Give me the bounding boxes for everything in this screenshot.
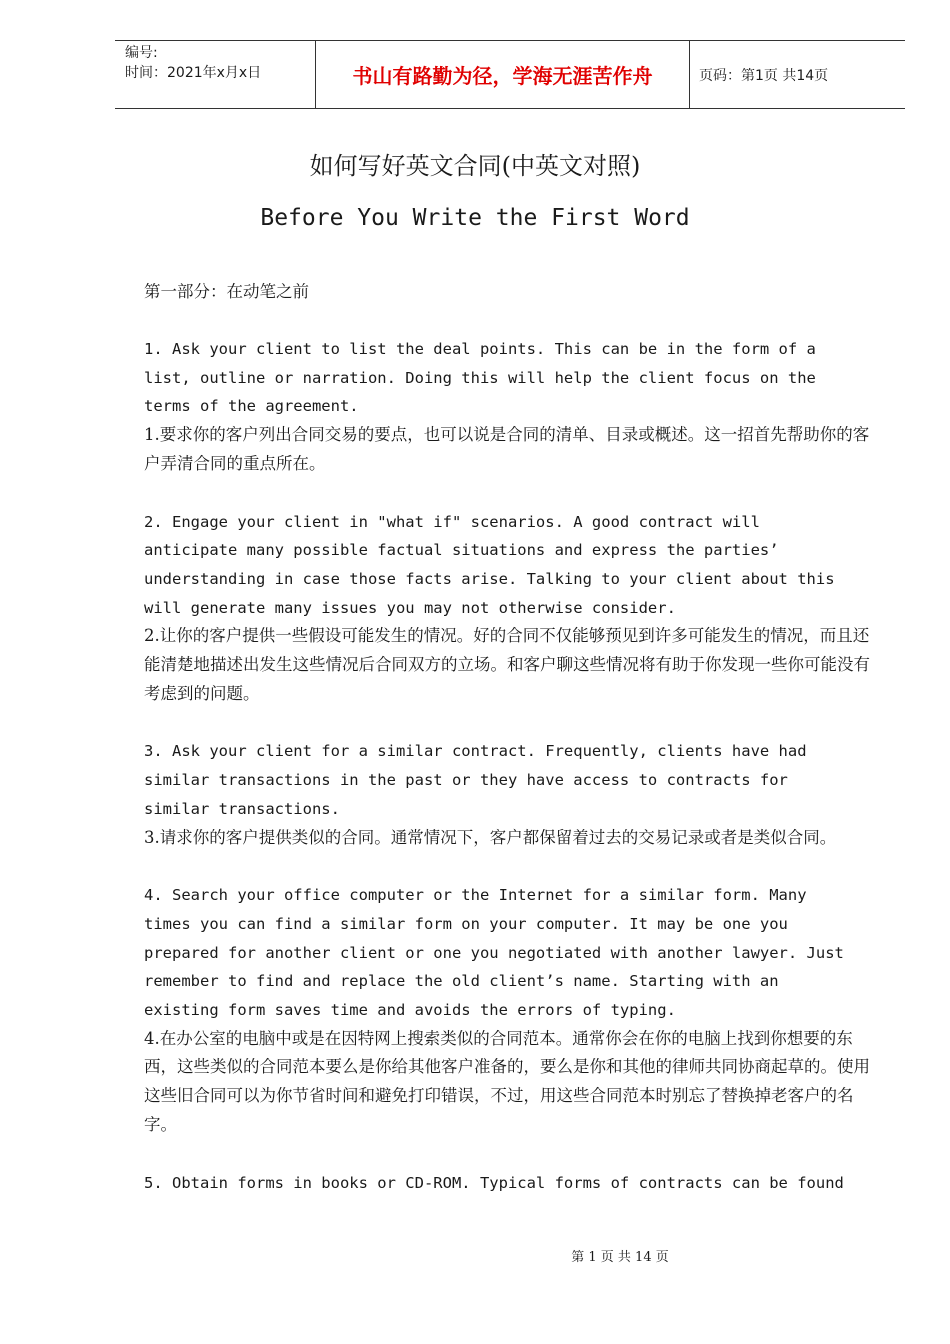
header-motto: 书山有路勤为径，学海无涯苦作舟: [316, 41, 690, 108]
paragraph-2: [144, 508, 884, 709]
paragraph-en: 3. Ask your client for a similar contract. Frequently, clients have had similar transactions in the past or they have access to contracts for similar transactions.: [144, 742, 807, 818]
paragraph-4: [144, 881, 884, 1139]
header-number-label: 编号:: [125, 45, 158, 61]
paragraph-1: [144, 335, 884, 479]
document-title-cn: 如何写好英文合同(中英文对照): [309, 152, 641, 180]
document-title-en: Before You Write the First Word: [260, 205, 690, 231]
paragraph-en: 2. Engage your client in "what if" scenarios. A good contract will anticipate many possible factual situations and express the parties’ understanding in case those facts arise. Talking to your client about this will generate many issues you may not otherwise consider.: [144, 512, 835, 617]
paragraph-en: 5. Obtain forms in books or CD-ROM. Typical forms of contracts can be found: [144, 1173, 844, 1192]
header-meta: [115, 41, 316, 108]
paragraph-5: [144, 1169, 884, 1198]
part-heading: 第一部分：在动笔之前: [144, 282, 309, 301]
paragraph-cn: 4.在办公室的电脑中或是在因特网上搜索类似的合同范本。通常你会在你的电脑上找到你想要的东西，这些类似的合同范本要么是你给其他客户准备的，要么是你和其他的律师共同协商起草的。使用这些旧合同可以为你节省时间和避免打印错误，不过，用这些合同范本时别忘了替换掉老客户的名字。: [144, 1028, 870, 1134]
document-body: [144, 277, 884, 1226]
page-footer: 第 1 页 共 14 页: [571, 1250, 669, 1265]
page-header: [115, 40, 905, 109]
paragraph-3: [144, 737, 884, 852]
paragraph-cn: 2.让你的客户提供一些假设可能发生的情况。好的合同不仅能够预见到许多可能发生的情况，而且还能清楚地描述出发生这些情况后合同双方的立场。和客户聊这些情况将有助于你发现一些你可能没有考虑到的问题。: [144, 626, 870, 703]
header-time-label: 时间：2021年x月x日: [125, 65, 262, 81]
paragraph-cn: 3.请求你的客户提供类似的合同。通常情况下，客户都保留着过去的交易记录或者是类似合同。: [144, 827, 837, 847]
paragraph-cn: 1.要求你的客户列出合同交易的要点，也可以说是合同的清单、目录或概述。这一招首先帮助你的客户弄清合同的重点所在。: [144, 425, 870, 473]
paragraph-en: 4. Search your office computer or the Internet for a similar form. Many times you can find a similar form on your computer. It may be one you prepared for another client or one you negotiated with another lawyer. Just remember to find and replace the old client’s name. Starting with an existing form saves time and avoids the errors of typing.: [144, 886, 844, 1020]
paragraph-en: 1. Ask your client to list the deal points. This can be in the form of a list, outline or narration. Doing this will help the client focus on the terms of the agreement.: [144, 340, 816, 416]
header-page-info: 页码：第1页 共14页: [699, 67, 829, 84]
